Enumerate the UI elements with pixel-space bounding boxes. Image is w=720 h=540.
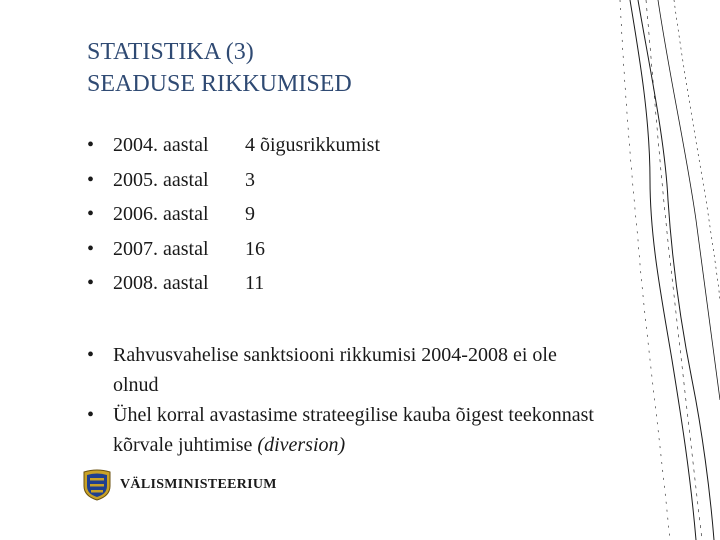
bullet: • — [87, 272, 95, 294]
stat-count: 9 — [245, 203, 255, 225]
note-text: Rahvusvahelise sanktsiooni rikkumisi 2004-2008 ei ole olnud — [113, 344, 557, 396]
stat-count: 4 õigusrikkumist — [245, 134, 381, 156]
bullet: • — [87, 237, 95, 260]
decorative-lines — [610, 0, 720, 540]
stat-count: 16 — [245, 237, 265, 260]
notes-list — [87, 340, 607, 460]
logo-text: VÄLISMINISTEERIUM — [120, 477, 277, 492]
note-item — [87, 400, 607, 460]
bullet: • — [87, 344, 95, 366]
stat-count: 3 — [245, 168, 255, 191]
bullet: • — [87, 203, 95, 225]
stat-year: 2008. aastal — [113, 272, 209, 294]
stat-count: 11 — [245, 272, 265, 294]
ministry-logo — [80, 468, 277, 502]
note-item — [87, 340, 607, 400]
title-line-2: SEADUSE RIKKUMISED — [87, 71, 352, 97]
note-emphasis: (diversion) — [257, 434, 346, 456]
stat-year: 2007. aastal — [113, 237, 209, 260]
bullet: • — [87, 404, 95, 426]
estonian-coat-of-arms-icon — [80, 468, 114, 502]
stat-year: 2005. aastal — [113, 168, 209, 191]
bullet: • — [87, 134, 95, 156]
bullet: • — [87, 168, 95, 191]
title-line-1: STATISTIKA (3) — [87, 39, 254, 65]
note-text: Ühel korral avastasime strateegilise kauba õigest teekonnast kõrvale juhtimise — [113, 404, 594, 456]
slide-title — [87, 36, 352, 100]
stat-year: 2006. aastal — [113, 203, 209, 225]
stat-year: 2004. aastal — [113, 134, 209, 156]
